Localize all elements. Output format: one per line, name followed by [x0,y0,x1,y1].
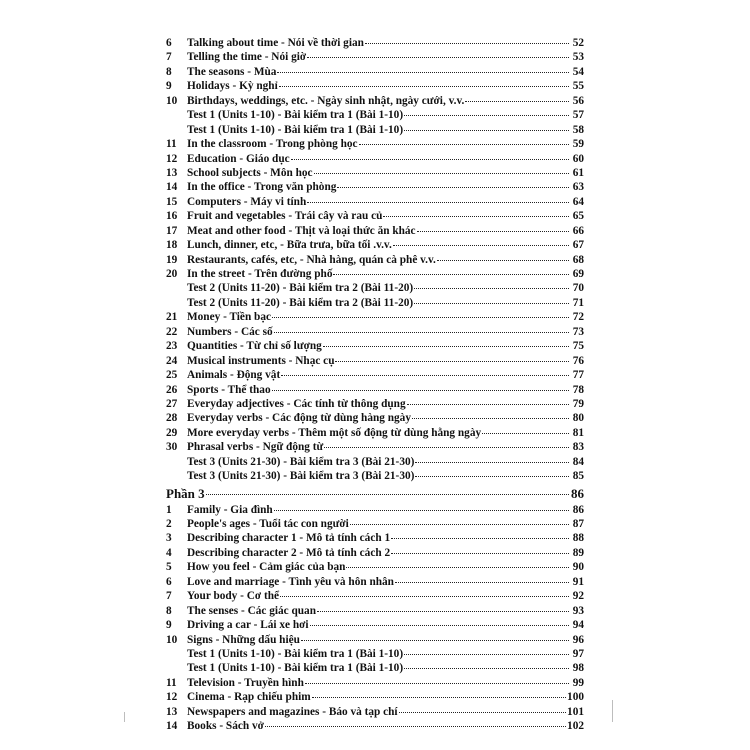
dot-leader [414,287,569,289]
unit-number: 12 [166,152,178,165]
dot-leader [307,56,569,58]
page-number: 101 [567,705,584,718]
entry-title: Test 1 (Units 1-10) - Bài kiểm tra 1 (Bài 1-10) [187,109,404,122]
page-number: 83 [572,441,584,454]
dot-leader [404,667,569,669]
page-number: 86 [572,503,584,516]
toc-entry [166,690,584,704]
entry-title: Telling the time - Nói giờ [187,51,307,64]
entry-title: Your body - Cơ thể [187,590,280,603]
page-number: 98 [572,662,584,675]
entry-title: Everyday adjectives - Các tính từ thông dụng [187,397,406,410]
section-title: Phần 3 [166,485,205,501]
entry-title: Signs - Những dấu hiệu [187,633,300,646]
entry-title: Birthdays, weddings, etc. - Ngày sinh nhật, ngày cưới, v.v. [187,94,465,107]
dot-leader [312,696,566,698]
dot-leader [404,129,569,131]
dot-leader [272,389,569,391]
toc-entry [166,676,584,690]
entry-title: Love and marriage - Tình yêu và hôn nhân [187,575,394,588]
unit-number: 11 [166,138,177,151]
unit-number: 16 [166,210,178,223]
dot-leader [465,100,569,102]
entry-title: Talking about time - Nói về thời gian [187,37,364,49]
dot-leader [281,374,569,376]
unit-number: 3 [166,532,172,545]
unit-number: 18 [166,239,178,252]
toc-entry [166,705,584,719]
toc-entry [166,531,584,545]
toc-entry [166,411,584,425]
unit-number: 30 [166,441,178,454]
unit-number: 6 [166,575,172,588]
unit-number: 10 [166,633,178,646]
unit-number: 9 [166,619,172,632]
dot-leader [310,624,569,626]
dot-leader [335,360,569,362]
dot-leader [346,566,569,568]
entry-title: School subjects - Môn học [187,166,313,179]
entry-title: Animals - Động vật [187,369,281,382]
page-number: 89 [572,546,584,559]
page-number: 61 [572,166,584,179]
dot-leader [395,581,569,583]
unit-number: 25 [166,369,178,382]
page-number: 72 [572,311,584,324]
toc-entry [166,209,584,223]
entry-title: Money - Tiền bạc [187,311,271,324]
entry-title: Numbers - Các số [187,325,273,338]
unit-number: 12 [166,691,178,704]
unit-number: 15 [166,195,178,208]
unit-number: 14 [166,720,178,733]
page-number: 71 [572,296,584,309]
dot-leader [399,711,566,713]
unit-number: 5 [166,561,172,574]
toc-entry [166,604,584,618]
toc-entry [166,224,584,238]
toc-test-entry [166,469,584,483]
page-number: 79 [572,397,584,410]
toc-section-heading [166,484,584,503]
toc-entry [166,36,584,50]
entry-title: Newspapers and magazines - Báo và tạp chí [187,705,398,718]
entry-title: Describing character 1 - Mô tả tính cách 1 [187,532,391,545]
unit-number: 20 [166,268,178,280]
unit-number: 8 [166,65,172,78]
entry-title: Lunch, dinner, etc, - Bữa trưa, bữa tối .v.v. [187,239,392,252]
dot-leader [265,725,566,727]
dot-leader [365,42,569,44]
dot-leader [414,302,569,304]
dot-leader [350,523,569,525]
unit-number: 13 [166,166,178,179]
unit-number: 7 [166,590,172,603]
entry-title: How you feel - Cảm giác của bạn [187,561,346,574]
page-number: 53 [572,51,584,64]
toc-entry [166,397,584,411]
toc-entry [166,560,584,574]
dot-leader [277,71,569,73]
entry-title: In the office - Trong văn phòng [187,181,337,194]
entry-title: The seasons - Mùa [187,65,277,78]
entry-title: Cinema - Rạp chiếu phim [187,691,311,704]
entry-title: Test 3 (Units 21-30) - Bài kiểm tra 3 (Bài 21-30) [187,455,415,468]
unit-number: 21 [166,311,178,324]
page-number: 69 [572,268,584,280]
entry-title: Meat and other food - Thịt và loại thức ăn khác [187,224,416,237]
unit-number: 9 [166,80,172,93]
unit-number: 23 [166,340,178,353]
toc-entry [166,575,584,589]
dot-leader [317,610,569,612]
entry-title: Family - Gia đình [187,503,273,516]
dot-leader [324,446,569,448]
page-number: 80 [572,412,584,425]
toc-entry [166,719,584,733]
dot-leader [333,273,569,275]
page-number: 70 [572,282,584,295]
dot-leader [417,230,569,232]
page-number: 55 [572,80,584,93]
dot-leader [437,259,569,261]
dot-leader [415,475,569,477]
dot-leader [391,552,569,554]
page-number: 84 [572,455,584,468]
dot-leader [314,172,569,174]
page-number: 76 [572,354,584,367]
unit-number: 27 [166,397,178,410]
page-number: 75 [572,340,584,353]
toc-entry [166,50,584,64]
entry-title: In the classroom - Trong phòng học [187,138,358,151]
entry-title: People's ages - Tuổi tác con người [187,518,349,530]
page-number: 78 [572,383,584,396]
dot-leader [482,432,569,434]
dot-leader [383,215,569,217]
toc-entry [166,253,584,267]
dot-leader [393,244,569,246]
toc-entry [166,166,584,180]
entry-title: Test 1 (Units 1-10) - Bài kiểm tra 1 (Bài 1-10) [187,123,404,136]
page-number: 73 [572,325,584,338]
page-number: 59 [572,138,584,151]
page-number: 86 [571,485,584,501]
dot-leader [407,403,569,405]
toc-entry [166,180,584,194]
toc-entry [166,152,584,166]
dot-leader [274,509,569,511]
toc-entry [166,325,584,339]
entry-title: Driving a car - Lái xe hơi [187,619,309,632]
entry-title: Musical instruments - Nhạc cụ [187,354,335,367]
toc-entry [166,339,584,353]
dot-leader [337,186,569,188]
page-number: 64 [572,195,584,208]
dot-leader [280,595,569,597]
dot-leader [305,682,569,684]
toc-entry [166,195,584,209]
toc-entry [166,633,584,647]
entry-title: Everyday verbs - Các động từ dùng hàng ngày [187,412,411,425]
entry-title: Sports - Thể thao [187,383,271,396]
entry-title: Holidays - Kỳ nghỉ [187,80,278,93]
dot-leader [272,316,569,318]
entry-title: Computers - Máy vi tính [187,195,307,208]
toc-entry [166,426,584,440]
dot-leader [206,493,569,495]
page-number: 56 [572,94,584,107]
table-of-contents [166,36,584,734]
entry-title: Education - Giáo dục [187,152,290,165]
page-number: 66 [572,224,584,237]
page-number: 96 [572,633,584,646]
entry-title: Phrasal verbs - Ngữ động từ [187,441,324,454]
dot-leader [307,201,569,203]
entry-title: Test 2 (Units 11-20) - Bài kiểm tra 2 (Bài 11-20) [187,296,414,309]
unit-number: 10 [166,94,178,107]
unit-number: 8 [166,604,172,617]
entry-title: More everyday verbs - Thêm một số động từ dùng hằng ngày [187,426,482,439]
unit-number: 26 [166,383,178,396]
scan-mark [612,700,613,722]
page-number: 100 [567,691,584,704]
page-number: 88 [572,532,584,545]
page-number: 102 [567,720,584,733]
entry-title: Quantities - Từ chỉ số lượng [187,340,322,353]
dot-leader [279,85,569,87]
page-number: 68 [572,253,584,266]
page-number: 58 [572,123,584,136]
entry-title: Television - Truyền hình [187,676,304,689]
page-number: 87 [572,518,584,530]
page-number: 92 [572,590,584,603]
toc-entry [166,310,584,324]
dot-leader [415,461,569,463]
page-number: 63 [572,181,584,194]
page-number: 54 [572,65,584,78]
unit-number: 13 [166,705,178,718]
toc-test-entry [166,281,584,295]
toc-entry [166,65,584,79]
page-number: 77 [572,369,584,382]
dot-leader [291,158,569,160]
dot-leader [274,331,569,333]
dot-leader [301,639,569,641]
unit-number: 24 [166,354,178,367]
toc-test-entry [166,647,584,661]
toc-test-entry [166,108,584,122]
page-number: 60 [572,152,584,165]
page-number: 94 [572,619,584,632]
toc-test-entry [166,661,584,675]
scan-mark [124,712,125,722]
page-number: 99 [572,676,584,689]
unit-number: 22 [166,325,178,338]
entry-title: Test 3 (Units 21-30) - Bài kiểm tra 3 (Bài 21-30) [187,470,415,483]
page-number: 52 [572,37,584,49]
entry-title: In the street - Trên đường phố [187,268,333,280]
page-number: 65 [572,210,584,223]
page-number: 85 [572,470,584,483]
toc-entry [166,368,584,382]
page-number: 93 [572,604,584,617]
unit-number: 6 [166,37,172,49]
toc-entry [166,618,584,632]
dot-leader [404,114,569,116]
entry-title: Describing character 2 - Mô tả tính cách 2 [187,546,391,559]
unit-number: 14 [166,181,178,194]
unit-number: 29 [166,426,178,439]
toc-test-entry [166,296,584,310]
toc-entry [166,503,584,517]
dot-leader [323,345,569,347]
unit-number: 2 [166,518,172,530]
toc-entry [166,238,584,252]
unit-number: 17 [166,224,178,237]
toc-test-entry [166,123,584,137]
unit-number: 28 [166,412,178,425]
page-number: 90 [572,561,584,574]
unit-number: 11 [166,676,177,689]
entry-title: Test 1 (Units 1-10) - Bài kiểm tra 1 (Bài 1-10) [187,662,404,675]
page-number: 81 [572,426,584,439]
dot-leader [412,417,569,419]
page-number: 57 [572,109,584,122]
entry-title: The senses - Các giác quan [187,604,316,617]
toc-entry [166,589,584,603]
dot-leader [391,537,569,539]
entry-title: Test 2 (Units 11-20) - Bài kiểm tra 2 (Bài 11-20) [187,282,414,295]
unit-number: 7 [166,51,172,64]
toc-entry [166,546,584,560]
toc-entry [166,383,584,397]
toc-entry [166,137,584,151]
unit-number: 4 [166,546,172,559]
dot-leader [404,653,569,655]
entry-title: Fruit and vegetables - Trái cây và rau củ [187,210,383,223]
toc-entry [166,267,584,281]
unit-number: 1 [166,503,172,516]
toc-entry [166,517,584,531]
toc-entry [166,440,584,454]
page-number: 91 [572,575,584,588]
toc-entry [166,79,584,93]
entry-title: Books - Sách vở [187,720,264,733]
entry-title: Test 1 (Units 1-10) - Bài kiểm tra 1 (Bài 1-10) [187,647,404,660]
toc-test-entry [166,455,584,469]
toc-entry [166,354,584,368]
toc-entry [166,94,584,108]
page-number: 97 [572,647,584,660]
entry-title: Restaurants, cafés, etc, - Nhà hàng, quán cà phê v.v. [187,253,436,266]
unit-number: 19 [166,253,178,266]
dot-leader [359,143,569,145]
page-number: 67 [572,239,584,252]
